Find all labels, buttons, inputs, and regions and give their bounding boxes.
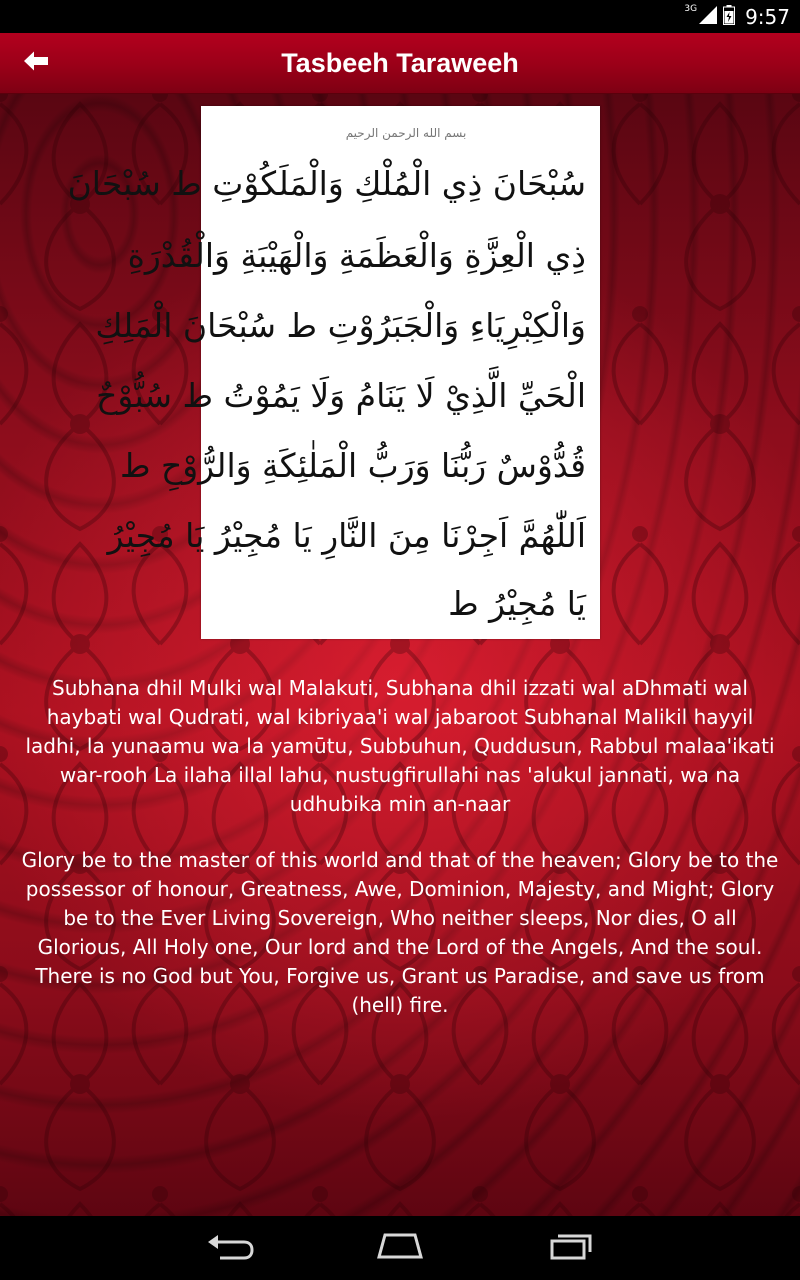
arabic-line: يَا مُجِيْرُ ط: [448, 584, 586, 623]
clock: 9:57: [745, 4, 790, 29]
arabic-line: وَالْكِبْرِيَاءِ وَالْجَبَرُوْتِ ط سُبْحَانَ الْمَلِكِ: [95, 306, 586, 345]
action-bar: [0, 33, 800, 94]
arabic-line: اَللّٰهُمَّ اَجِرْنَا مِنَ النَّارِ يَا مُجِيْرُ يَا مُجِيْرُ: [107, 516, 586, 555]
nav-recents-icon: [546, 1231, 594, 1265]
status-icons: [684, 0, 790, 33]
back-button[interactable]: [16, 45, 56, 81]
nav-home-button[interactable]: [370, 1228, 430, 1268]
signal-icon: [699, 6, 717, 28]
nav-recents-button[interactable]: [540, 1228, 600, 1268]
nav-home-icon: [373, 1231, 427, 1265]
arabic-line: ذِي الْعِزَّةِ وَالْعَظَمَةِ وَالْهَيْبَةِ وَالْقُدْرَةِ: [127, 236, 586, 275]
navigation-bar: [0, 1216, 800, 1280]
nav-back-button[interactable]: [200, 1228, 260, 1268]
bismillah-text: بسم الله الرحمن الرحيم: [345, 126, 467, 140]
arabic-line: سُبْحَانَ ذِي الْمُلْكِ وَالْمَلَكُوْتِ ط سُبْحَانَ: [67, 164, 586, 203]
arrow-left-icon: [23, 50, 49, 76]
status-bar: [0, 0, 800, 33]
content-area[interactable]: [0, 94, 800, 1216]
transliteration-text: Subhana dhil Mulki wal Malakuti, Subhana dhil izzati wal aDhmati wal haybati wal Qudrati, wal kibriyaa'i wal jabaroot Subhanal Malikil hayyil ladhi, la yunaamu wa la yamūtu, Subbuhun, Quddusun, Rabbul malaa'ikati war-rooh La ilaha illal lahu, nustugfirullahi nas 'alukul jannati, wa na udhubika min an-naar: [25, 676, 775, 816]
network-type-label: 3G: [684, 3, 698, 14]
nav-back-icon: [206, 1232, 254, 1264]
translation-text: Glory be to the master of this world and that of the heaven; Glory be to the possessor of honour, Greatness, Awe, Dominion, Majesty, and Might; Glory be to the Ever Living Sovereign, Who neither sleeps, Nor dies, O all Glorious, All Holy one, Our lord and the Lord of the Angels, And the soul. There is no God but You, Forgive us, Grant us Paradise, and save us from (hell) fire.: [21, 848, 779, 1017]
arabic-line: قُدُّوْسٌ رَبُّنَا وَرَبُّ الْمَلٰئِكَةِ وَالرُّوْحِ ط: [119, 446, 586, 485]
arabic-line: الْحَيِّ الَّذِيْ لَا يَنَامُ وَلَا يَمُوْتُ ط سُبُّوْحٌ: [96, 376, 586, 415]
dua-arabic-image: [67, 106, 600, 639]
page-title: Tasbeeh Taraweeh: [281, 48, 519, 78]
battery-icon: [723, 5, 735, 29]
